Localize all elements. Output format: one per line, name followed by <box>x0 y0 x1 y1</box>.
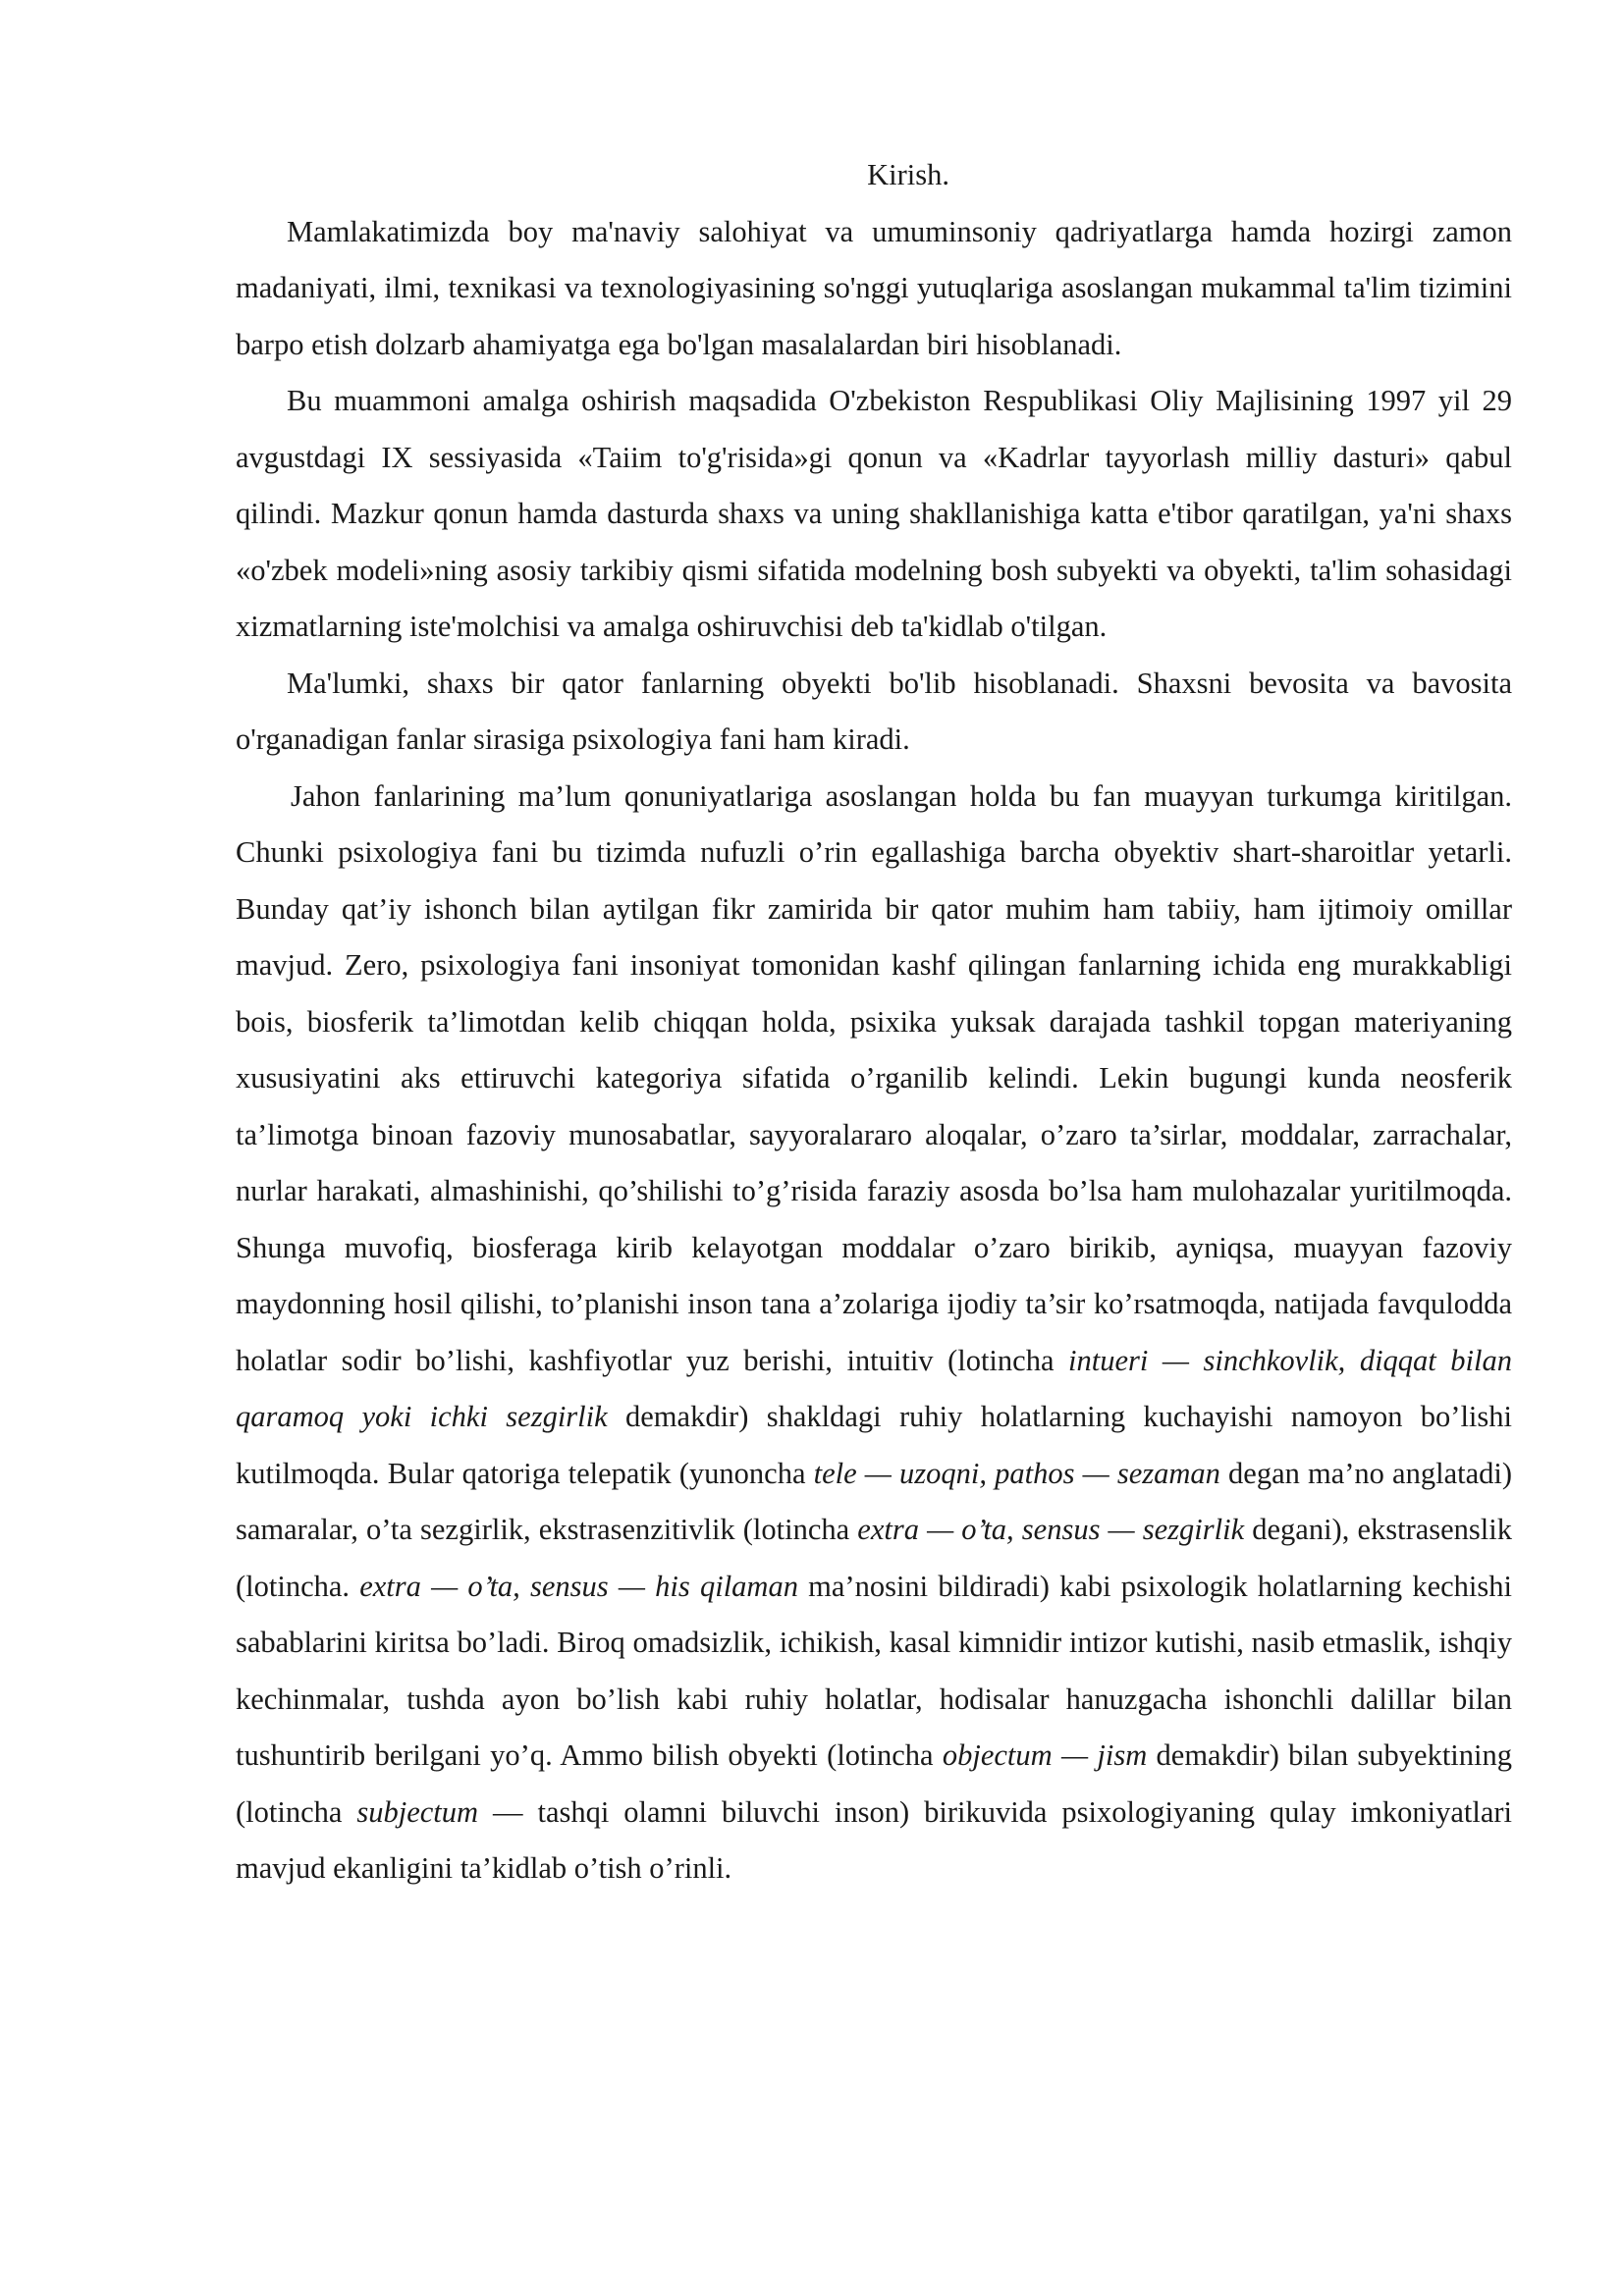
italic-term: extra — o’ta, sensus — sezgirlik <box>857 1513 1245 1546</box>
text-run: — tashqi olamni biluvchi inson) birikuvida psixologiyaning qulay imkoniyatlari mavjud ekanligini ta’kidlab o’tish o’rinli. <box>236 1794 1512 1885</box>
paragraph-1: Mamlakatimizda boy ma'naviy salohiyat va umuminsoniy qadriyatlarga hamda hozirgi zamon madaniyati, ilmi, texnikasi va texnologiyasining so'nggi yutuqlariga asoslangan mukammal ta'lim tizimini barpo etish dolzarb ahamiyatga ega bo'lgan masalalardan biri hisoblanadi. <box>236 214 1512 361</box>
italic-term: tele — uzoqni, pathos — sezaman <box>813 1456 1220 1490</box>
paragraph-4 <box>236 769 1512 1897</box>
italic-term: subjectum <box>356 1794 479 1829</box>
paragraph-2: Bu muammoni amalga oshirish maqsadida O'zbekiston Respublikasi Oliy Majlisining 1997 yil 29 avgustdagi IX sessiyasida «Taiim to'g'risida»gi qonun va «Kadrlar tayyorlash milliy dasturi» qabul qilindi. Mazkur qonun hamda dasturda shaxs va uning shakllanishiga katta e'tibor qaratilgan, ya'ni shaxs «o'zbek modeli»ning asosiy tarkibiy qismi sifatida modelning bosh subyekti va obyekti, ta'lim sohasidagi xizmatlarning iste'molchisi va amalga oshiruvchisi deb ta'kidlab o'tilgan. <box>236 384 1512 643</box>
text-run: Jahon fanlarining ma’lum qonuniyatlariga asoslangan holda bu fan muayyan turkumga kiritilgan. Chunki psixologiya fani bu tizimda nufuzli o’rin egallashiga barcha obyektiv shart-sharoitlar yetarli. Bunday qat’iy ishonch bilan aytilgan fikr zamirida bir qator muhim ham tabiiy, ham ijtimoiy omillar mavjud. Zero, psixologiya fani insoniyat tomonidan kashf qilingan fanlarning ichida eng murakkabligi bois, biosferik ta’limotdan kelib chiqqan holda, psixika yuksak darajada tashkil topgan materiyaning xususiyatini aks ettiruvchi kategoriya sifatida o’rganilib kelindi. Lekin bugungi kunda neosferik ta’limotga binoan fazoviy munosabatlar, sayyoralararo aloqalar, o’zaro ta’sirlar, moddalar, zarrachalar, nurlar harakati, almashinishi, qo’shilishi to’g’risida faraziy asosda bo’lsa ham mulohazalar yuritilmoqda. Shunga muvofiq, biosferaga kirib kelayotgan moddalar o’zaro birikib, ayniqsa, muayyan fazoviy maydonning hosil qilishi, to’planishi inson tana a’zolariga ijodiy ta’sir ko’rsatmoqda, natijada favqulodda holatlar sodir bo’lishi, kashfiyotlar yuz berishi, intuitiv (lotincha <box>236 778 1512 1377</box>
text-run: ma’nosini bildiradi) kabi psixologik holatlarning kechishi sabablarini kiritsa bo’ladi. Biroq omadsizlik, ichikish, kasal kimnidir intizor kutishi, nasib etmaslik, ishqiy kechinmalar, tushda ayon bo’lish kabi ruhiy holatlar, hodisalar hanuzgacha ishonchli dalillar bilan tushuntirib berilgani yo’q. Ammo bilish obyekti (lotincha <box>236 1569 1512 1772</box>
italic-term: extra — o’ta, sensus — his qilaman <box>359 1569 798 1603</box>
paragraph-3: Ma'lumki, shaxs bir qator fanlarning obyekti bo'lib hisoblanadi. Shaxsni bevosita va bavosita o'rganadigan fanlar sirasiga psixologiya fani ham kiradi. <box>236 666 1512 756</box>
italic-term: objectum — jism <box>942 1738 1148 1772</box>
text-run: demakdir) bilan subyektining (lotincha <box>236 1738 1513 1829</box>
text-run: degan ma’no anglatadi) samaralar, o’ta sezgirlik, ekstrasenzitivlik (lotincha <box>236 1456 1512 1546</box>
italic-term: intueri — sinchkovlik, diqqat bilan qaramoq yoki ichki sezgirlik <box>236 1343 1512 1433</box>
text-run: degani), ekstrasenslik (lotincha. <box>236 1513 1512 1603</box>
text-run: demakdir) shakldagi ruhiy holatlarning kuchayishi namoyon bo’lishi kutilmoqda. Bular qatoriga telepatik (yunoncha <box>236 1400 1512 1490</box>
page-title: Kirish. <box>867 158 949 191</box>
document-page <box>236 147 1512 1897</box>
